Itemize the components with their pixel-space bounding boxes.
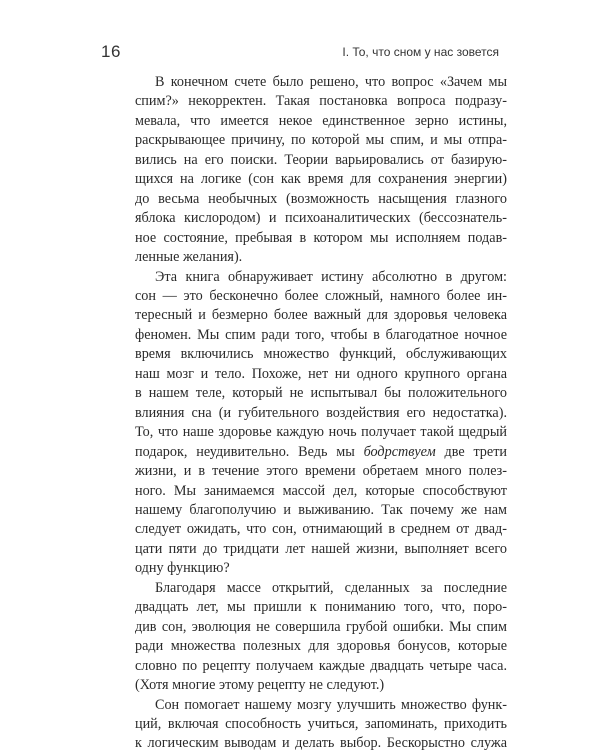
text-line: мевала, что имеется некое единственное зерно истины, (135, 112, 507, 129)
text-line: тересный и безмерно более важный для здоровья человека (135, 307, 507, 324)
text-line: спим?» некорректен. Такая постановка вопроса подразу- (135, 93, 507, 110)
text-line: То, что наше здоровье каждую ночь получает такой щедрый (135, 424, 507, 441)
text-line: Эта книга обнаруживает истину абсолютно в другом: (155, 268, 507, 285)
paragraph-1 (135, 73, 507, 268)
text-line: В конечном счете было решено, что вопрос «Зачем мы (155, 74, 507, 90)
paragraph-4 (135, 696, 507, 754)
text-line: ного. Мы занимаемся массой дел, которые способствуют (135, 482, 507, 499)
text-line: ленные желания). (135, 249, 243, 266)
text-line: яблока кислородом) и психоаналитических (бессознатель- (135, 210, 507, 227)
emphasis-word: бодрствуем (363, 443, 436, 460)
page-header (101, 42, 499, 62)
text-line: раскрывающее причину, по которой мы спим, и мы отпра- (135, 132, 507, 149)
text-line: Благодаря массе открытий, сделанных за последние (155, 579, 507, 596)
text-line: (Хотя многие этому рецепту не следуют.) (135, 677, 385, 694)
text-line: жизни, и в течение этого времени обретаем много полез- (135, 463, 507, 480)
text-run: две трети (435, 443, 507, 460)
text-line-with-emphasis (135, 443, 507, 462)
text-line: до весьма необычных (возможность насыщения глазного (135, 190, 507, 207)
text-line: вились на его поиски. Теории варьировались от базирую- (135, 151, 507, 168)
text-line: одну функцию? (135, 560, 230, 577)
text-line: влияния сна (и губительного воздействия его недостатка). (135, 404, 507, 421)
text-line: Сон помогает нашему мозгу улучшить множество функ- (155, 696, 507, 713)
text-line: время включились множество функций, обслуживающих (135, 346, 507, 363)
text-line: к логическим выводам и делать выбор. Бескорыстно служа (135, 735, 507, 752)
text-line: ций, включая способность учиться, запоминать, приходить (135, 715, 507, 732)
paragraph-3 (135, 579, 507, 696)
page-number: 16 (101, 42, 121, 61)
paragraph-2 (135, 268, 507, 579)
text-line: словно по рецепту получаем каждые двадцать четыре часа. (135, 657, 507, 674)
text-line: цати пяти до тридцати лет нашей жизни, выполняет всего (135, 540, 507, 557)
text-line: ное состояние, пребывая в котором мы исполняем подав- (135, 229, 507, 246)
text-line: наш мозг и тело. Похоже, нет ни одного крупного органа (135, 365, 507, 382)
text-line: щихся на логике (сон как время для сохранения энергии) (135, 171, 507, 188)
text-line: див сон, эволюция не совершила грубой ошибки. Мы спим (135, 618, 507, 635)
text-line: ради множества полезных для здоровья бонусов, которые (135, 638, 507, 655)
text-line: нашему благополучию и выживанию. Так почему же нам (135, 501, 507, 518)
text-line: следует ожидать, что сон, отнимающий в среднем от двад- (135, 521, 507, 538)
body-text (135, 73, 507, 754)
text-line: феномен. Мы спим ради того, чтобы в благодатное ночное (135, 326, 507, 343)
text-line: двадцать лет, мы пришли к пониманию того, что, поро- (135, 599, 507, 616)
text-line: в нашем теле, который не испытывал бы положительного (135, 385, 507, 402)
text-run: подарок, неудивительно. Ведь мы (135, 443, 364, 460)
text-line: сон — это бесконечно более сложный, намного более ин- (135, 287, 507, 304)
running-head: I. То, что сном у нас зовется (342, 45, 499, 59)
